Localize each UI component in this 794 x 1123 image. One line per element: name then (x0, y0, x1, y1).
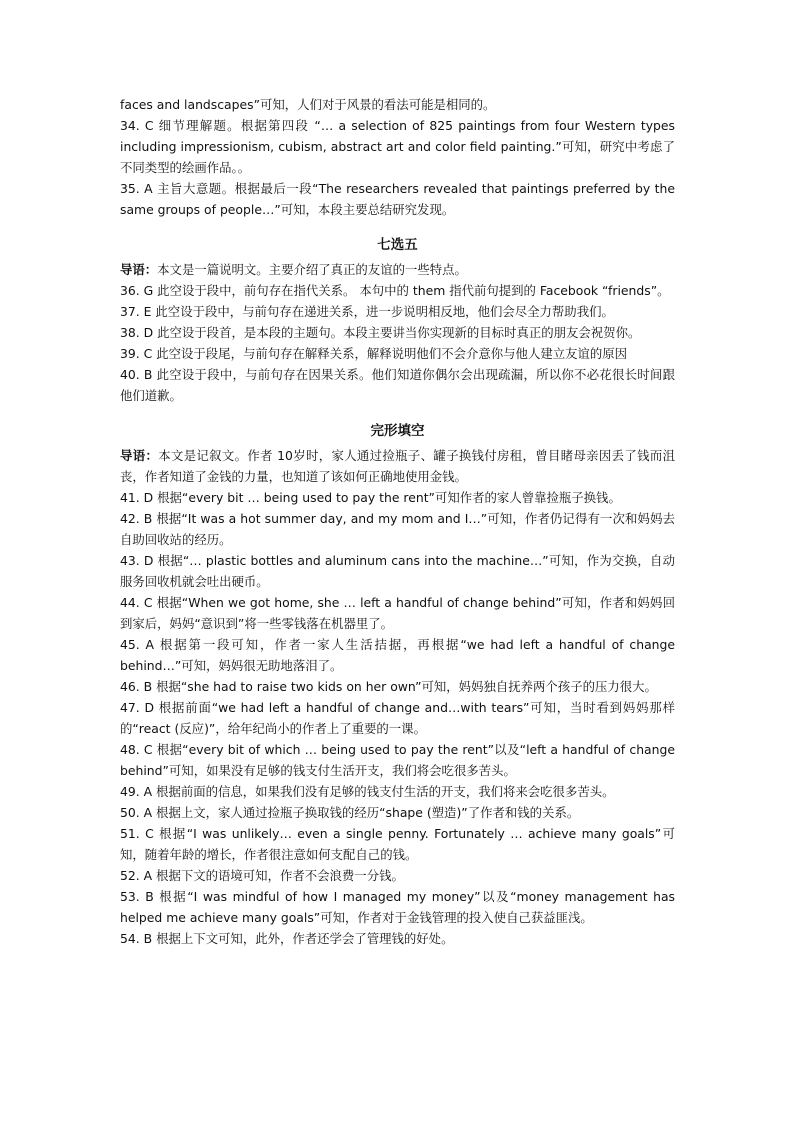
section-title-wanxing: 完形填空 (370, 423, 425, 439)
answer-paragraph: 51. C 根据“I was unlikely… even a single penny. Fortunately … achieve many goals”可知，随着年龄的增长，作者很注意如何支配自己的钱。 (120, 826, 675, 862)
answer-paragraph: 35. A 主旨大意题。根据最后一段“The researchers revealed that paintings preferred by the same groups of people…”可知，本段主要总结研究发现。 (120, 181, 675, 217)
answer-paragraph: 34. C 细节理解题。根据第四段 “… a selection of 825 paintings from four Western types including impressionism, cubism, abstract art and color field painting.”可知，研究中考虑了不同类型的绘画作品。。 (120, 118, 675, 175)
answer-paragraph: 54. B 根据上下文可知，此外，作者还学会了管理钱的好处。 (120, 931, 454, 946)
answer-paragraph: 39. C 此空设于段尾，与前句存在解释关系，解释说明他们不会介意你与他人建立友谊的原因 (120, 346, 628, 361)
answer-paragraph: 50. A 根据上文，家人通过捡瓶子换取钱的经历“shape (塑造)”了作者和钱的关系。 (120, 805, 580, 820)
answer-paragraph: 42. B 根据“It was a hot summer day, and my mom and I…”可知，作者仍记得有一次和妈妈去自助回收站的经历。 (120, 511, 675, 547)
section-title-qixuanwu: 七选五 (377, 237, 418, 253)
lead-label: 导语： (120, 448, 159, 463)
lead-paragraph (120, 259, 675, 280)
answer-paragraph: 44. C 根据“When we got home, she … left a handful of change behind”可知，作者和妈妈回到家后，妈妈“意识到”将一些零钱落在机器里了。 (120, 595, 675, 631)
answer-paragraph: 43. D 根据“… plastic bottles and aluminum cans into the machine…”可知，作为交换，自动服务回收机就会吐出硬币。 (120, 553, 675, 589)
answer-paragraph: 40. B 此空设于段中，与前句存在因果关系。他们知道你偶尔会出现疏漏，所以你不必花很长时间跟他们道歉。 (120, 367, 675, 403)
answer-paragraph: 36. G 此空设于段中，前句存在指代关系。 本句中的 them 指代前句提到的 Facebook “friends”。 (120, 283, 670, 298)
answer-paragraph: 46. B 根据“she had to raise two kids on her own”可知，妈妈独自抚养两个孩子的压力很大。 (120, 679, 657, 694)
answer-paragraph: 38. D 此空设于段首，是本段的主题句。本段主要讲当你实现新的目标时真正的朋友会祝贺你。 (120, 325, 641, 340)
document-page (120, 94, 675, 949)
answer-paragraph: 37. E 此空设于段中，与前句存在递进关系，进一步说明相反地，他们会尽全力帮助我们。 (120, 304, 614, 319)
lead-text: 本文是一篇说明文。主要介绍了真正的友谊的一些特点。 (157, 262, 467, 277)
lead-paragraph (120, 445, 675, 487)
answer-paragraph: 47. D 根据前面“we had left a handful of change and…with tears”可知，当时看到妈妈那样的“react (反应)”，给年纪尚小的作者上了重要的一课。 (120, 700, 675, 736)
lead-text: 本文是记叙文。作者 10岁时，家人通过捡瓶子、罐子换钱付房租，曾目睹母亲因丢了钱而沮丧，作者知道了金钱的力量，也知道了该如何正确地使用金钱。 (120, 448, 675, 484)
answer-paragraph: 48. C 根据“every bit of which … being used to pay the rent”以及“left a handful of change behind”可知，如果没有足够的钱支付生活开支，我们将会吃很多苦头。 (120, 742, 675, 778)
answer-paragraph: 45. A 根据第一段可知，作者一家人生活拮据，再根据“we had left a handful of change behind…”可知，妈妈很无助地落泪了。 (120, 637, 675, 673)
answer-paragraph: faces and landscapes”可知，人们对于风景的看法可能是相同的。 (120, 97, 496, 112)
answer-paragraph: 49. A 根据前面的信息，如果我们没有足够的钱支付生活的开支，我们将来会吃很多苦头。 (120, 784, 615, 799)
answer-paragraph: 52. A 根据下文的语境可知，作者不会浪费一分钱。 (120, 868, 404, 883)
answer-paragraph: 41. D 根据“every bit … being used to pay the rent”可知作者的家人曾靠捡瓶子换钱。 (120, 490, 621, 505)
lead-label: 导语： (120, 262, 158, 277)
answer-paragraph: 53. B 根据“I was mindful of how I managed my money”以及“money management has helped me achieve many goals”可知，作者对于金钱管理的投入使自己获益匪浅。 (120, 889, 675, 925)
